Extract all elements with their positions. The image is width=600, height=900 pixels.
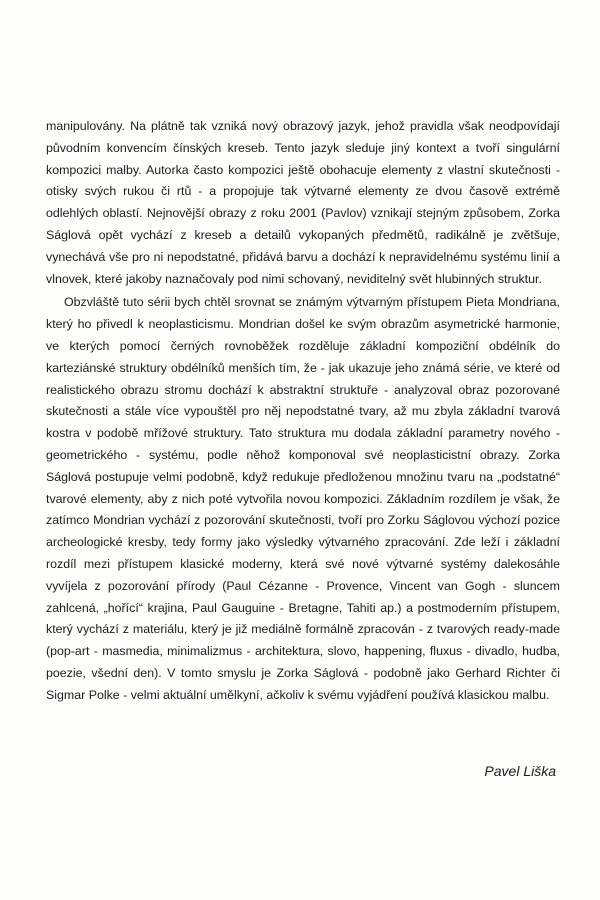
body-text — [46, 116, 560, 709]
paragraph-continued: manipulovány. Na plátně tak vzniká nový obrazový jazyk, jehož pravidla však neodpovídají původním konvencím čínských kreseb. Tento jazyk sleduje jiný kontext a tvoří singulární kompozici malby. Autorka často kompozici ještě obohacuje elementy z vlastní skutečnosti - otisky svých rukou či rtů - a propojuje tak výtvarné elementy ze dvou časově extrémě odlehlých oblastí. Nejnovější obrazy z roku 2001 (Pavlov) vznikají stejným způsobem, Zorka Ságlová opět vychází z kreseb a detailů vykopaných předmětů, radikálně je zvětšuje, vynechává vše pro ni nepodstatné, přidává barvu a dochází k nepravidelnému systému linií a vlnovek, které jakoby naznačovaly pod nimi schovaný, neviditelný svět hlubinných struktur. — [46, 119, 560, 286]
paragraph-mondrian: Obzvláště tuto sérii bych chtěl srovnat se známým výtvarným přístupem Pieta Mondriana, který ho přivedl k neoplasticismu. Mondrian došel ke svým obrazům asymetrické harmonie, ve kterých pomocí černých rovnoběžek rozděluje základní kompoziční obdélník do karteziánské struktury obdélníků menších tím, že - jak ukazuje jeho známá série, ve které od realistického obrazu stromu dochází k abstraktní struktuře - analyzoval obraz pozorované skutečnosti a stále více vypouštěl pro něj nepodstatné tvary, až mu zbyla základní tvarová kostra v podobě mřížové struktury. Tato struktura mu dodala základní parametry nového - geometrického - systému, podle něhož komponoval své neoplasticistní obrazy. Zorka Ságlová postupuje velmi podobně, když redukuje předloženou množinu tvaru na „podstatné“ tvarové elementy, aby z nich poté vytvořila novou kompozici. Základním rozdílem je však, že zatímco Mondrian vychází z pozorování skutečnosti, tvoří pro Zorku Ságlovou výchozí pozice archeologické kresby, tedy formy jako výsledky výtvarného zpracování. Zde leží i základní rozdíl mezi přístupem klasické moderny, která své nové výtvarné systémy dalekosáhle vyvíjela z pozorování přírody (Paul Cézanne - Provence, Vincent van Gogh - sluncem zahlcená, „hořící“ krajina, Paul Gauguine - Bretagne, Tahiti ap.) a postmoderním přístupem, který vychází z materiálu, který je již mediálně formálně zpracován - z tvarových ready-made (pop-art - masmedia, minimalizmus - architektura, slovo, happening, fluxus - divadlo, hudba, poezie, všední den). V tomto smyslu je Zorka Ságlová - podobně jako Gerhard Richter či Sigmar Polke - velmi aktuální umělkyní, ačkoliv k svému vyjádření používá klasickou malbu. — [46, 295, 560, 702]
author-signature: Pavel Liška — [484, 763, 556, 779]
